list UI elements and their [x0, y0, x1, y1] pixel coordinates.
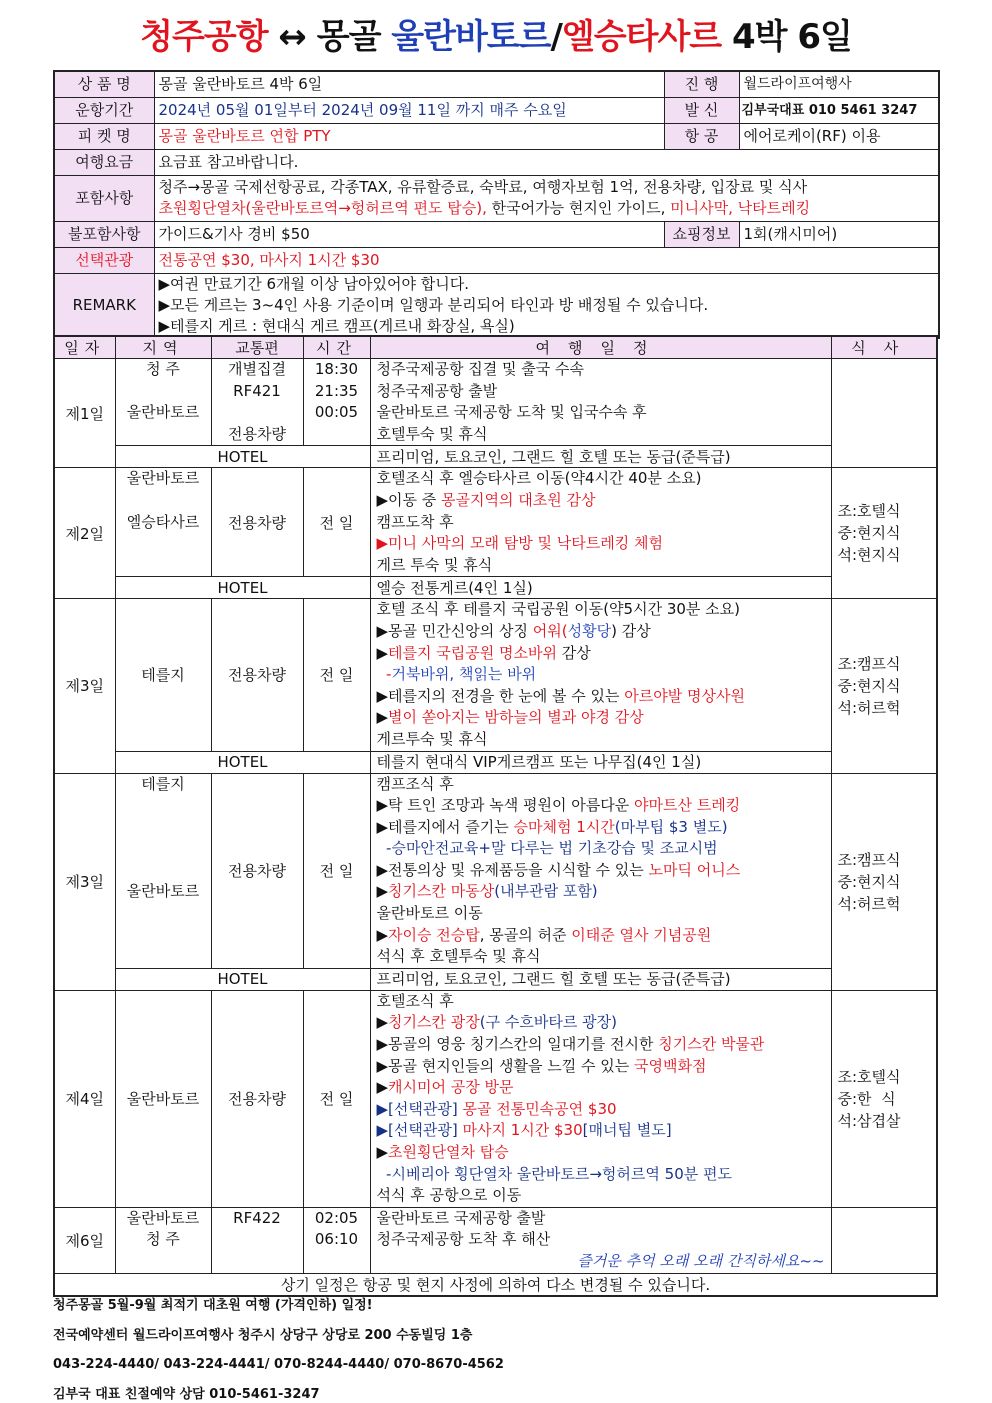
day5-line: -시베리아 횡단열차 울란바토르→헝허르역 50분 편도	[376, 1164, 732, 1183]
day3-label: 제3일	[54, 599, 115, 773]
text-span: ▶몽골 민간신앙의 상징	[376, 621, 533, 640]
day1-regions	[115, 359, 211, 446]
info-row-remark	[54, 273, 939, 338]
day4-hotel-row	[54, 968, 937, 990]
day3-line	[377, 707, 825, 729]
highlight-span: 초원횡단열차 탑승	[388, 1143, 509, 1161]
highlight-span: 자이승 전승탑	[388, 925, 480, 944]
day5-line	[377, 1120, 825, 1142]
day6-meal	[831, 1207, 937, 1273]
include-value	[154, 175, 939, 221]
text-span: ▶몽골 현지인들의 생활을 느낄 수 있는	[376, 1056, 634, 1075]
day3-line	[377, 643, 825, 665]
day1-time: 21:35	[314, 381, 359, 400]
day1-region	[122, 381, 205, 403]
day2-hotel: 엘승 전통게르(4인 1실)	[370, 577, 831, 599]
meal-breakfast: 조:호텔식	[837, 1067, 901, 1086]
airline-label: 항 공	[664, 123, 739, 149]
highlight-span: 노마딕 어니스	[648, 860, 741, 879]
day1-transport	[218, 402, 297, 424]
day2-itinerary	[370, 468, 831, 577]
info-row-fee	[54, 149, 939, 175]
day5-line	[377, 1034, 825, 1056]
day5-row	[54, 990, 937, 1207]
itinerary-header	[54, 336, 937, 359]
day1-region	[122, 424, 205, 446]
day6-transport: RF422	[211, 1207, 303, 1273]
text-span: ▶	[376, 882, 389, 901]
header-meal: 식사	[831, 336, 937, 359]
day3-line	[377, 664, 825, 686]
day4-transport: 전용차량	[211, 773, 303, 968]
highlight-span: 성황당	[567, 621, 612, 640]
day5-line	[377, 1077, 825, 1099]
day4-row	[54, 773, 937, 968]
meal-lunch: 중:현지식	[837, 872, 901, 891]
text-span: ▶이동 중	[376, 490, 442, 509]
day6-row	[54, 1207, 937, 1273]
period-label: 운항기간	[54, 97, 154, 123]
day1-line: 청주국제공항 출발	[376, 381, 498, 400]
day2-line: 게르 투숙 및 휴식	[376, 555, 493, 574]
title-slash: /	[550, 17, 562, 57]
day4-line: 울란바토르 이동	[376, 904, 483, 923]
include-train: 초원횡단열차(울란바토르역→헝허르역 편도 탑승),	[158, 199, 487, 217]
day2-hotel-row	[54, 577, 937, 599]
itinerary-table	[53, 335, 938, 1297]
day6-line: 청주국제공항 도착 후 해산	[376, 1230, 551, 1249]
day1-hotel-row	[54, 446, 937, 468]
highlight-span: 이태준 열사 기념공원	[571, 925, 712, 944]
day2-meal	[831, 468, 937, 599]
day3-meal	[831, 599, 937, 773]
shopping-label: 쇼핑정보	[664, 221, 739, 247]
include-desert: 미니사막, 낙타트레킹	[670, 199, 811, 217]
signature-message: 즐거운 추억 오래 오래 간직하세요~~	[577, 1251, 825, 1270]
highlight-span: 칭기스칸 박물관	[658, 1035, 765, 1054]
day4-time: 전 일	[303, 773, 370, 968]
day6-time: 02:05	[314, 1208, 359, 1227]
include-line2	[159, 198, 935, 219]
day4-line	[377, 860, 825, 882]
product-value: 몽골 울란바토르 4박 6일	[154, 71, 664, 97]
day1-time: 00:05	[314, 403, 359, 422]
footer-contact: 김부국 대표 친절예약 상담 010-5461-3247	[53, 1387, 320, 1402]
footer-phones: 043-224-4440/ 043-224-4441/ 070-8244-4440/ 070-8670-4562	[53, 1357, 504, 1372]
fee-value: 요금표 참고바랍니다.	[154, 149, 939, 175]
day4-region-bottom	[122, 881, 205, 903]
title-dest1: 울란바토르	[391, 17, 551, 57]
day4-itinerary	[370, 773, 831, 968]
day3-region: 테를지	[115, 599, 211, 751]
info-row-product	[54, 71, 939, 97]
day3-transport: 전용차량	[211, 599, 303, 751]
day3-line: 게르투숙 및 휴식	[376, 729, 488, 748]
title-dest2: 엘승타사르	[561, 17, 722, 57]
day5-region: 울란바토르	[115, 990, 211, 1207]
day4-hotel-label: HOTEL	[115, 968, 370, 990]
page-title	[0, 12, 992, 62]
day4-line	[377, 925, 825, 947]
day4-line: -승마안전교육+말 다루는 법 기초강습 및 조교시범	[376, 839, 718, 858]
day2-line: 캠프도착 후	[376, 512, 454, 531]
remark-line: ▶모든 게르는 3~4인 사용 기준이며 일행과 분리되어 타인과 방 배정될 수 있습니다.	[158, 295, 709, 314]
text-span: ▶테를지에서 즐기는	[376, 817, 514, 836]
day4-hotel: 프리미엄, 토요코인, 그랜드 힐 호텔 또는 동급(준특급)	[370, 968, 831, 990]
day2-region: 엘승타사르	[126, 512, 200, 531]
highlight-span: 몽골지역의 대초원 감상	[441, 490, 596, 509]
day3-hotel: 테를지 현대식 VIP게르캠프 또는 나무집(4인 1실)	[370, 751, 831, 773]
day6-regions	[115, 1207, 211, 1273]
header-day: 일자	[54, 336, 115, 359]
highlight-span: 야마트산 트레킹	[634, 796, 741, 815]
meal-lunch: 중:현지식	[837, 524, 901, 543]
day2-region	[122, 555, 205, 577]
day4-line: 석식 후 호텔투숙 및 휴식	[376, 947, 541, 966]
day1-line: 울란바토르 국제공항 도착 및 입국수속 후	[376, 403, 647, 422]
meal-breakfast: 조:캠프식	[837, 654, 901, 673]
exclude-value: 가이드&기사 경비 $50	[154, 221, 664, 247]
day5-line	[377, 1142, 825, 1164]
day6-itinerary	[370, 1207, 831, 1273]
day2-region	[122, 533, 205, 555]
day1-line: 청주국제공항 집결 및 출국 수속	[376, 360, 584, 378]
day5-time: 전 일	[303, 990, 370, 1207]
highlight-span: 캐시미어 공장 방문	[388, 1078, 514, 1097]
day1-hotel-label: HOTEL	[115, 446, 370, 468]
day2-line: ▶미니 사막의 모래 탐방 및 낙타트레킹 체험	[376, 534, 663, 553]
include-guide: 한국어가능 현지인 가이드,	[486, 199, 671, 217]
meal-breakfast: 조:캠프식	[837, 850, 901, 869]
day5-line	[377, 1056, 825, 1078]
day1-row	[54, 359, 937, 446]
day4-line	[377, 817, 825, 839]
day5-label: 제4일	[54, 990, 115, 1207]
shopping-value: 1회(캐시미어)	[739, 221, 939, 247]
airline-value: 에어로케이(RF) 이용	[739, 123, 939, 149]
day5-itinerary	[370, 990, 831, 1207]
text-span: ▶	[376, 708, 389, 727]
day1-meal	[831, 359, 937, 468]
meal-dinner: 석:허르헉	[837, 698, 901, 717]
header-itinerary: 여행일정	[370, 336, 831, 359]
remark-value	[154, 273, 939, 338]
highlight-span: 마사지 1시간 $30	[462, 1121, 583, 1140]
ticket-label: 피 켓 명	[54, 123, 154, 149]
text-span: ▶탁 트인 조망과 녹색 평원이 아름다운	[376, 796, 634, 815]
day2-time: 전 일	[303, 468, 370, 577]
day4-line: 캠프조식 후	[376, 774, 454, 793]
day4-line	[377, 881, 825, 903]
day1-region: 울란바토르	[126, 403, 200, 422]
title-duration: 4박 6일	[721, 17, 852, 57]
meal-dinner: 석:허르헉	[837, 894, 901, 913]
meal-lunch: 중:현지식	[837, 676, 901, 695]
day5-transport: 전용차량	[211, 990, 303, 1207]
day2-hotel-label: HOTEL	[115, 577, 370, 599]
fee-label: 여행요금	[54, 149, 154, 175]
day1-hotel: 프리미엄, 토요코인, 그랜드 힐 호텔 또는 동급(준특급)	[370, 446, 831, 468]
day4-meal	[831, 773, 937, 990]
highlight-span: (마부팁 $3 별도)	[614, 817, 728, 836]
text-span: ▶	[376, 1013, 389, 1032]
day2-region: 울란바토르	[126, 469, 200, 488]
info-row-include	[54, 175, 939, 221]
text-span: ▶	[376, 1078, 389, 1097]
highlight-span: 칭기스칸 광장	[388, 1013, 480, 1032]
highlight-span: [매너팁 별도]	[582, 1121, 672, 1140]
day1-transport: RF421	[233, 381, 281, 400]
title-arrow: ↔ 몽골	[267, 17, 392, 57]
ticket-value: 몽골 울란바토르 연합 PTY	[154, 123, 664, 149]
sender-label: 발 신	[664, 97, 739, 123]
text-span: ) 감상	[611, 621, 651, 640]
meal-lunch: 중:한 식	[837, 1089, 896, 1108]
option-value: 전통공연 $30, 마사지 1시간 $30	[154, 247, 939, 273]
footer-headline: 청주몽골 5월-9월 최적기 대초원 여행 (가격인하) 일정!	[53, 1298, 373, 1313]
day1-times	[303, 359, 370, 446]
day6-label: 제6일	[54, 1207, 115, 1273]
product-label: 상 품 명	[54, 71, 154, 97]
highlight-span: 테를지 국립공원 명소바위	[388, 643, 557, 662]
text-span: ▶	[376, 925, 389, 944]
meal-dinner: 석:현지식	[837, 546, 901, 565]
day3-hotel-label: HOTEL	[115, 751, 370, 773]
day2-regions	[115, 468, 211, 577]
day2-transport: 전용차량	[211, 468, 303, 577]
day3-row	[54, 599, 937, 751]
text-span: ▶테를지의 전경을 한 눈에 볼 수 있는	[376, 686, 625, 705]
schedule-notice: 상기 일정은 항공 및 현지 사정에 의하여 다소 변경될 수 있습니다.	[54, 1273, 937, 1296]
text-span: ▶[선택관광]	[376, 1099, 463, 1118]
day1-line: 호텔투숙 및 휴식	[376, 424, 488, 443]
day6-region: 청 주	[146, 1230, 180, 1249]
day4-line	[377, 795, 825, 817]
highlight-span: 어워(	[532, 621, 568, 640]
remark-label: REMARK	[54, 273, 154, 338]
info-row-period	[54, 97, 939, 123]
day5-line: 호텔조식 후	[376, 991, 454, 1010]
highlight-span: 몽골 전통민속공연 $30	[462, 1099, 617, 1118]
period-value: 2024년 05월 01일부터 2024년 09월 11일 까지 매주 수요일	[154, 97, 664, 123]
text-span: ▶몽골의 영웅 칭기스칸의 일대기를 전시한	[376, 1035, 659, 1054]
highlight-span: 아르야발 명상사원	[624, 686, 745, 705]
day3-line: 호텔 조식 후 테를지 국립공원 이동(약5시간 30분 소요)	[376, 600, 741, 619]
day1-label: 제1일	[54, 359, 115, 468]
footer-address: 전국예약센터 월드라이프여행사 청주시 상당구 상당로 200 수동빌딩 1층	[53, 1328, 473, 1343]
header-region: 지역	[115, 336, 211, 359]
text-span: -	[376, 665, 392, 684]
day4-region-top	[122, 774, 205, 796]
day3-line	[377, 686, 825, 708]
highlight-span: 승마체험 1시간	[513, 817, 615, 836]
day4-label: 제3일	[54, 773, 115, 990]
day5-line: 석식 후 공항으로 이동	[376, 1186, 522, 1205]
highlight-span: 국영백화점	[634, 1056, 707, 1075]
text-span: 감상	[556, 643, 591, 662]
meal-dinner: 석:삼겹살	[837, 1111, 901, 1130]
info-row-option	[54, 247, 939, 273]
day2-row	[54, 468, 937, 577]
day6-line: 울란바토르 국제공항 출발	[376, 1208, 546, 1227]
agency-label: 진 행	[664, 71, 739, 97]
day3-itinerary	[370, 599, 831, 751]
include-line1: 청주→몽골 국제선항공료, 각종TAX, 유류할증료, 숙박료, 여행자보험 1억, 전용차량, 입장료 및 식사	[158, 178, 808, 196]
day5-line	[377, 1099, 825, 1121]
option-label: 선택관광	[54, 247, 154, 273]
text-span: ▶[선택관광]	[376, 1121, 463, 1140]
text-span: ▶전통의상 및 유제품등을 시식할 수 있는	[376, 860, 649, 879]
highlight-span: (구 수흐바타르 광장)	[479, 1013, 617, 1032]
title-origin: 청주공항	[140, 17, 268, 57]
sender-value: 김부국대표 010 5461 3247	[739, 97, 939, 123]
day2-line	[377, 490, 825, 512]
region-text: 울란바토르	[126, 882, 200, 901]
day1-transport: 전용차량	[228, 424, 286, 443]
day3-time: 전 일	[303, 599, 370, 751]
day3-line	[377, 621, 825, 643]
remark-line: ▶여권 만료기간 6개월 이상 남아있어야 합니다.	[158, 274, 470, 293]
day6-region: 울란바토르	[126, 1208, 200, 1227]
region-text: 테를지	[141, 774, 185, 793]
text-span: ▶	[376, 1143, 389, 1161]
notice-row	[54, 1273, 937, 1296]
day3-hotel-row	[54, 751, 937, 773]
day2-label: 제2일	[54, 468, 115, 599]
text-span: ▶	[376, 643, 389, 662]
day2-line: 호텔조식 후 엘승타사르 이동(약4시간 40분 소요)	[376, 469, 702, 488]
day1-region: 청 주	[146, 360, 180, 378]
day1-transport: 개별집결	[228, 360, 286, 378]
highlight-span: 거북바위, 책읽는 바위	[391, 665, 537, 684]
product-info-table	[53, 70, 940, 339]
meal-breakfast: 조:호텔식	[837, 502, 901, 521]
day6-times	[303, 1207, 370, 1273]
day2-region	[122, 490, 205, 512]
day6-time: 06:10	[314, 1230, 359, 1249]
agency-value: 월드라이프여행사	[739, 71, 939, 97]
day1-time	[310, 424, 364, 446]
day1-time: 18:30	[314, 360, 359, 378]
header-transport: 교통편	[211, 336, 303, 359]
day1-itinerary	[370, 359, 831, 446]
highlight-span: 칭기스칸 마동상	[388, 882, 495, 901]
include-label: 포함사항	[54, 175, 154, 221]
text-span: , 몽골의 허준	[479, 925, 572, 944]
highlight-span: 별이 쏟아지는 밤하늘의 별과 야경 감상	[388, 708, 644, 727]
remark-line: ▶테를지 게르 : 현대식 게르 캠프(게르내 화장실, 욕실)	[158, 316, 515, 335]
day5-meal	[831, 990, 937, 1207]
exclude-label: 불포함사항	[54, 221, 154, 247]
day4-regions	[115, 773, 211, 968]
header-time: 시간	[303, 336, 370, 359]
info-row-exclude	[54, 221, 939, 247]
day1-transports	[211, 359, 303, 446]
highlight-span: (내부관람 포함)	[494, 882, 598, 901]
info-row-ticket	[54, 123, 939, 149]
day5-line	[377, 1012, 825, 1034]
